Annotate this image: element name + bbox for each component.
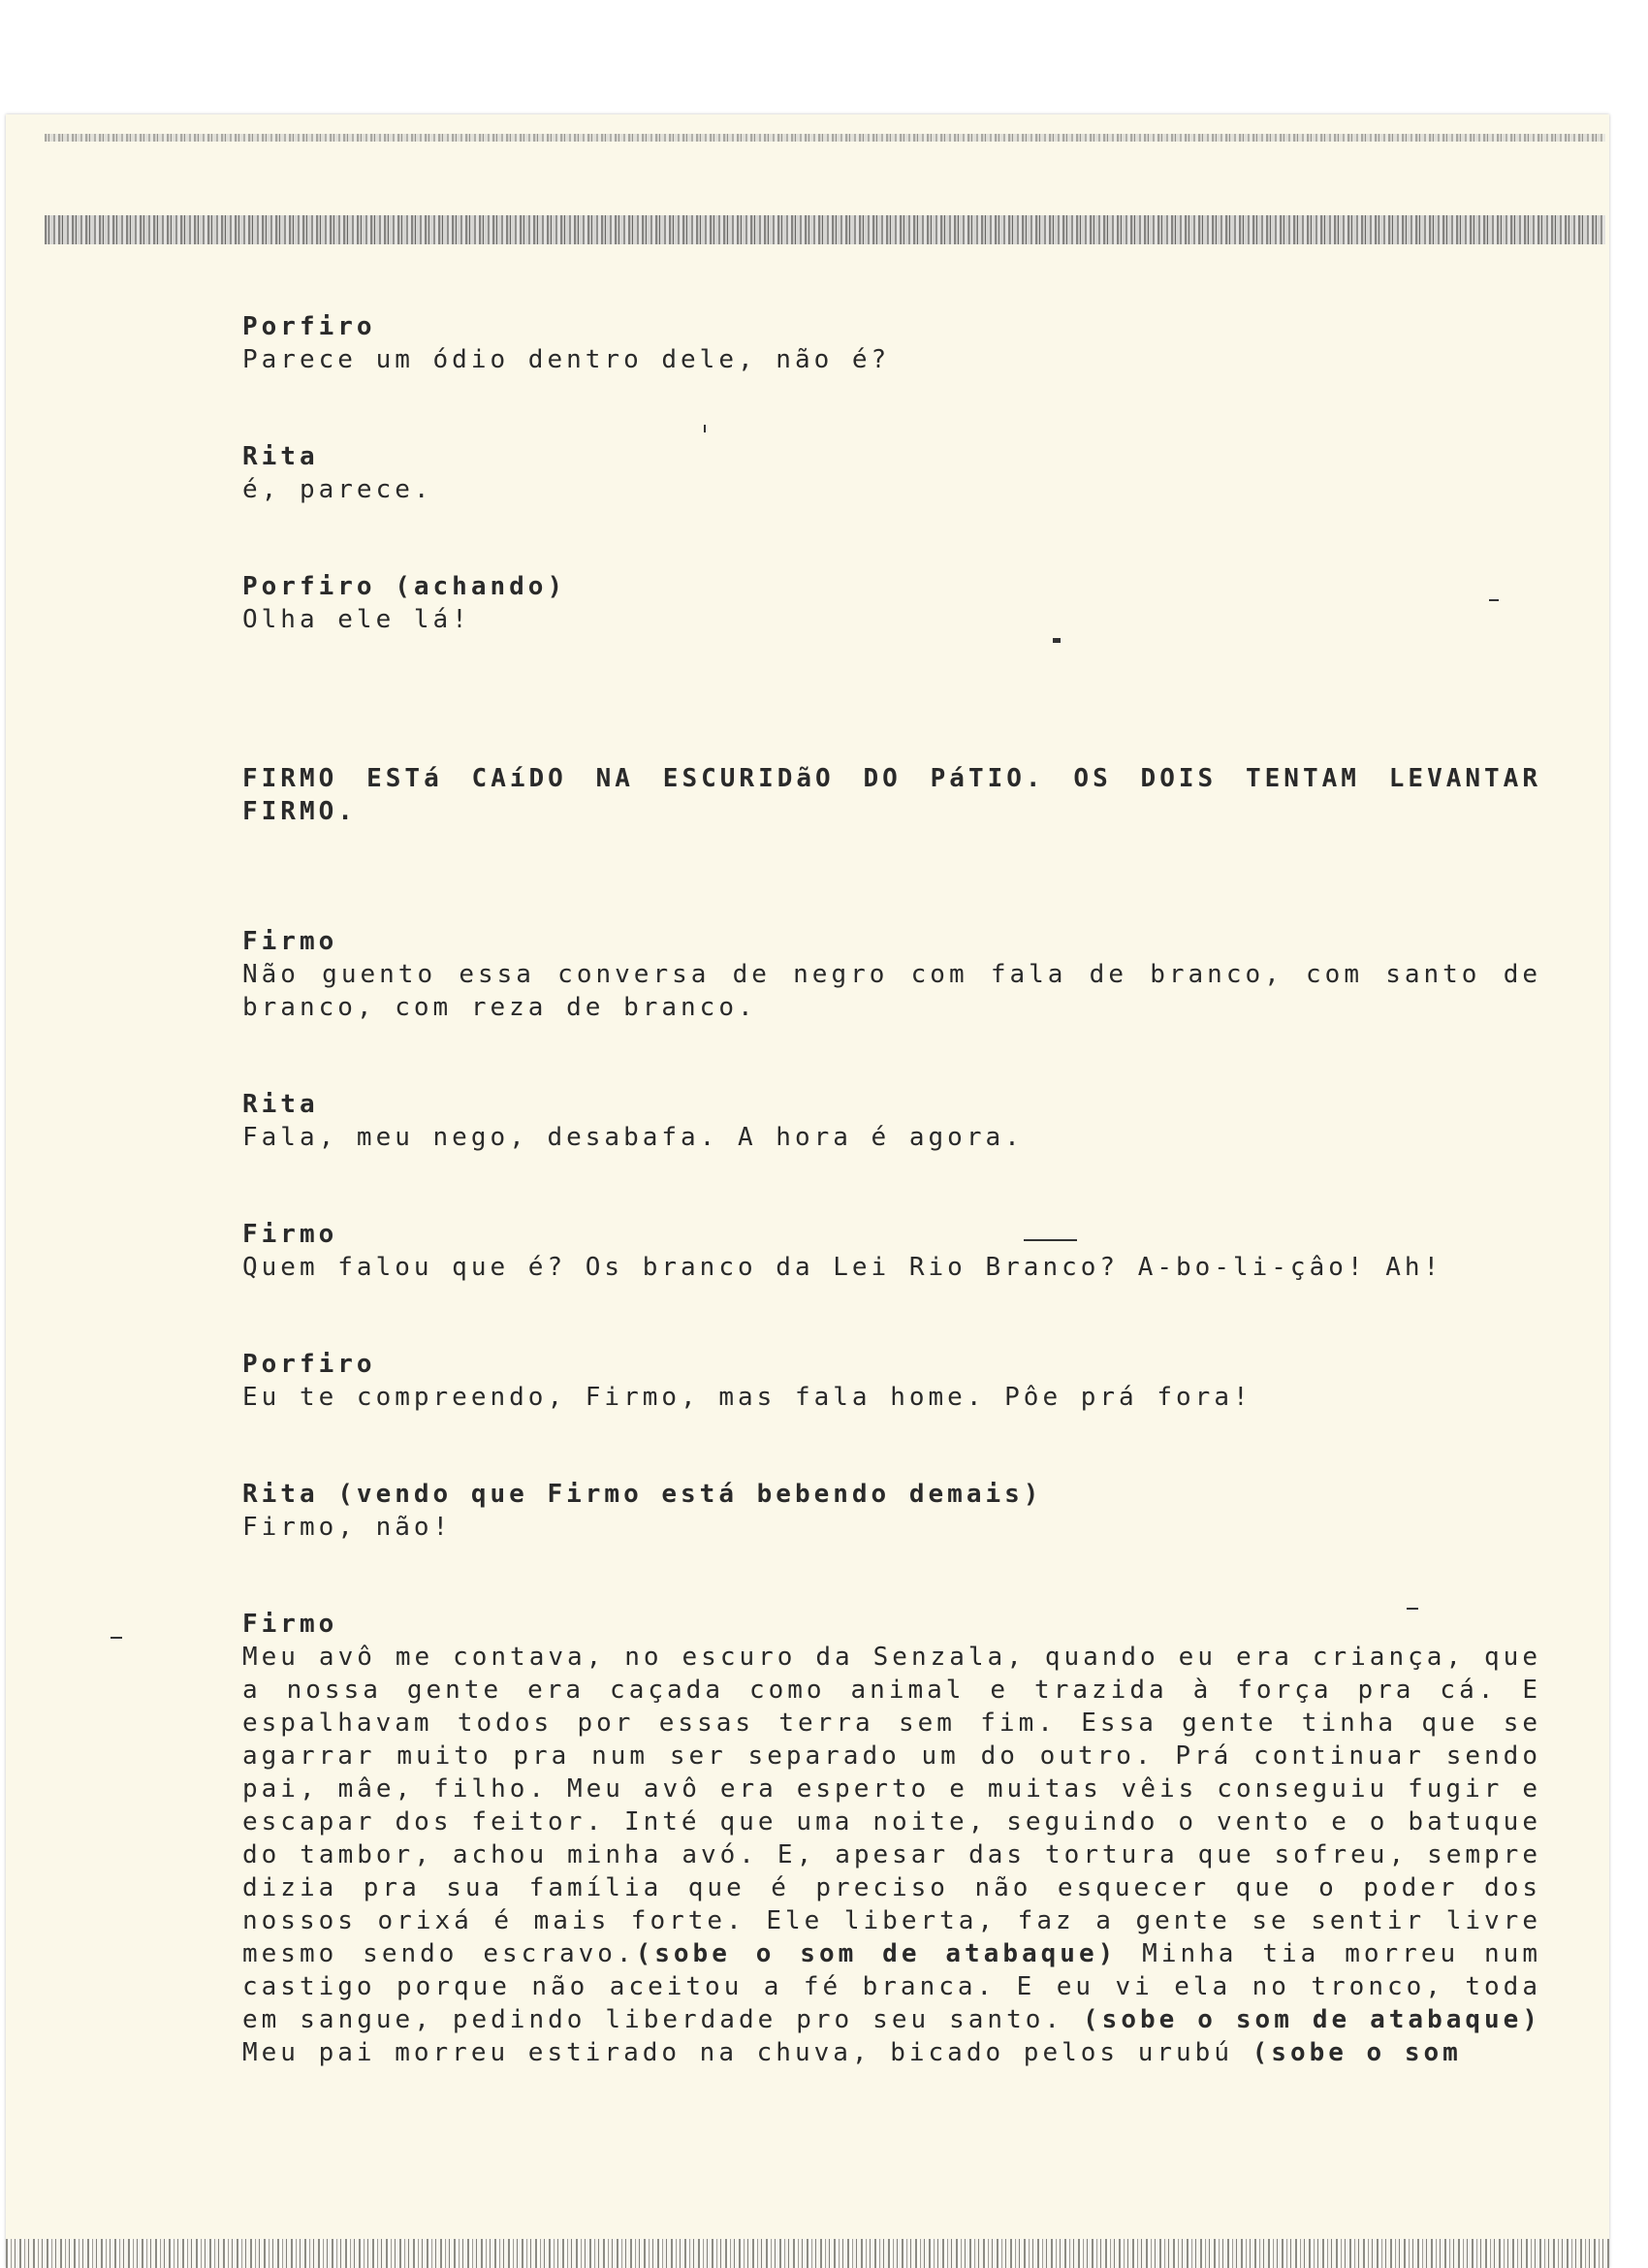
speaker-name: Firmo (242, 1610, 338, 1639)
sound-cue: (sobe o som de atabaque) (1083, 2005, 1541, 2034)
monologue-text-part: Meu avô me contava, no escuro da Senzala, quando eu era criança, que a nossa gente era caçada como animal e trazida à força pra cá. E espalhavam todos por essas terra sem fim. Essa gente tinha que se agarrar muito pra num ser separado um do outro. Prá continuar sendo pai, mâe, filho. Meu avô era esperto e muitas vêis conseguiu fugir e escapar dos feitor. Inté que uma noite, seguindo o vento e o batuque do tambor, achou minha avó. E, apesar das tortura que sofreu, sempre dizia pra sua família que é preciso não esquecer que o poder dos nossos orixá é mais forte. Ele liberta, faz a gente se sentir livre mesmo sendo escravo. (242, 1643, 1541, 1968)
dialogue-line: Eu te compreendo, Firmo, mas fala home. Pôe prá fora! (242, 1383, 1252, 1412)
script-body (242, 310, 1541, 2069)
monologue-text-part: Minha tia morreu num castigo porque não aceitou a fé branca. E eu vi ela no tronco, toda em sangue, pedindo liberdade pro seu santo. (242, 1939, 1541, 2034)
speaker-name: Rita (242, 1090, 319, 1119)
speaker-name: Firmo (242, 1220, 338, 1249)
dialogue-block (242, 1218, 1541, 1284)
dialogue-block (242, 310, 1541, 376)
dialogue-line: Fala, meu nego, desabafa. A hora é agora. (242, 1123, 1024, 1152)
dialogue-block (242, 1478, 1541, 1544)
monologue-block (242, 1608, 1541, 2069)
dialogue-line: Firmo, não! (242, 1513, 453, 1542)
dialogue-block (242, 925, 1541, 1024)
monologue-text (242, 1641, 1541, 2069)
scan-noise-bottom (6, 2239, 1609, 2268)
stage-direction-block (242, 762, 1541, 828)
dialogue-line: Quem falou que é? Os branco da Lei Rio Branco? A-bo-li-çâo! Ah! (242, 1253, 1443, 1282)
sound-cue: (sobe o som de atabaque) (635, 1939, 1118, 1968)
speaker-name: Porfiro (242, 312, 376, 341)
dialogue-block (242, 440, 1541, 506)
stage-direction: FIRMO ESTá CAíDO NA ESCURIDãO DO PáTIO. OS DOIS TENTAM LEVANTAR FIRMO. (242, 764, 1541, 826)
scan-noise-top-band (45, 215, 1605, 244)
sound-cue: (sobe o som (1252, 2038, 1462, 2067)
speaker-name: Porfiro (achando) (242, 572, 567, 601)
dialogue-line: Olha ele lá! (242, 605, 471, 634)
dialogue-line: Parece um ódio dentro dele, não é? (242, 345, 891, 374)
speaker-name: Rita (vendo que Firmo está bebendo demais) (242, 1480, 1043, 1509)
dialogue-block (242, 1348, 1541, 1414)
speaker-name: Rita (242, 442, 319, 471)
dialogue-block (242, 570, 1541, 636)
dialogue-line: é, parece. (242, 475, 433, 504)
speaker-name: Firmo (242, 927, 338, 956)
dialogue-line: Não guento essa conversa de negro com fala de branco, com santo de branco, com reza de branco. (242, 960, 1541, 1022)
dialogue-block (242, 1088, 1541, 1154)
scan-noise-top-thin (45, 134, 1605, 142)
speaker-name: Porfiro (242, 1350, 376, 1379)
stray-mark (111, 1637, 122, 1639)
monologue-text-part: Meu pai morreu estirado na chuva, bicado pelos urubú (242, 2038, 1252, 2067)
